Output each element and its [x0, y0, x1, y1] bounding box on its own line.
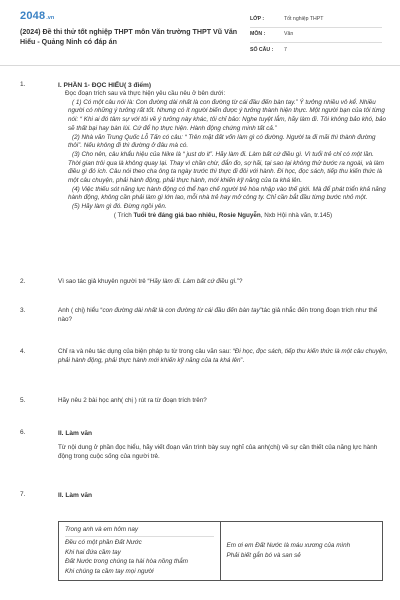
question-text-end: ”tác giả nhắc đến trong đoạn trích như thế nào?	[58, 307, 378, 323]
section-heading: I. PHẦN 1- ĐỌC HIỂU( 3 điểm)	[58, 82, 152, 89]
poem-column-right	[221, 522, 383, 580]
reading-paragraph: (3) Cho nên, câu khẩu hiệu của Nike là “ just do it”. Hãy làm đi. Làm bất cứ điều gì. Vì tuổi trẻ chỉ có một lần. Thời gian trôi qua là không quay lại. Thay vì chần chừ, đắn đo, sợ hãi, tại sao lại không thử bước ra ngoài, và làm điều gì đó ích. Câu nói theo cha ông ta ngày trước thì thực đi đôi với hành. Đi học, đọc sách, tiếp thu kiến thức là một câu chuyện, phải hành động, phải thực hành, mới khiến kỹ năng của ta khá lên.	[68, 150, 385, 184]
question-number: 1.	[20, 81, 26, 88]
question-text	[58, 307, 388, 324]
meta-label: MÔN :	[250, 31, 266, 38]
question-number: 7.	[20, 491, 26, 498]
poem-column-left	[59, 522, 221, 580]
document-title: (2024) Đề thi thử tốt nghiệp THPT môn Văn trường THPT Vũ Văn Hiếu - Quảng Ninh có đáp án	[20, 28, 238, 46]
question-number: 6.	[20, 429, 26, 436]
question-quote: con đường dài nhất là con đường từ cái đầu đến bàn tay	[102, 307, 260, 314]
meta-row-count	[250, 43, 382, 58]
question-text	[58, 278, 388, 287]
logo-domain: .vn	[46, 15, 55, 21]
section-heading: II. Làm văn	[58, 492, 93, 499]
logo-text: 2048	[20, 10, 46, 22]
poem-line: Đều có một phần Đất Nước	[65, 538, 142, 546]
question-body	[58, 81, 388, 220]
reading-paragraph: ( 1) Có một câu nói là: Con đường dài nhất là con đường từ cái đầu đến bàn tay.” Ý tưởng nhiều vô kể. Nhiều người có những ý tưởng rất tốt. Nhưng có ít người biến được ý tưởng thành hiện thực. Một người bạn của tôi từng nói: “ Khi ai đó tâm sự với tôi về ý tưởng này khác, tôi chỉ bảo: Nghe tuyệt lắm, hãy làm đi. Tôi không bảo khó, bảo sẽ thất bại hay bàn lùi. Cứ để họ thực hiện. Hành động chứng minh tất cả.”	[68, 98, 387, 132]
site-logo[interactable]	[20, 9, 54, 24]
poem-line: Em ơi em Đất Nước là máu xương của mình	[226, 542, 351, 550]
source-prefix: ( Trích	[113, 211, 134, 219]
question-text-plain: Vì sao tác giả khuyên người trẻ “	[58, 278, 150, 285]
poem-line: Khi hai đứa cầm tay	[65, 548, 121, 556]
question-number: 3.	[20, 307, 26, 314]
source-suffix: , Nxb Hội nhà văn, tr.145)	[260, 211, 333, 219]
reading-paragraph: (5) Hãy làm gì đó. Đừng ngồi yên.	[72, 203, 167, 211]
question-text: Hãy nêu 2 bài học anh( chị ) rút ra từ đoạn trích trên?	[58, 397, 207, 404]
question-number: 5.	[20, 397, 26, 404]
poem-divider	[65, 536, 214, 537]
question-text-plain: Chỉ ra và nêu tác dụng của biện pháp tu từ trong câu văn sau: “	[58, 348, 235, 355]
question-text-plain: Anh ( chị) hiểu “	[58, 307, 103, 314]
question-body	[58, 491, 388, 500]
question-body	[58, 429, 388, 461]
question-number: 2.	[20, 278, 26, 285]
section-heading: II. Làm văn	[58, 430, 93, 437]
poem-table	[58, 521, 383, 581]
question-text-end: ”.	[240, 356, 245, 364]
meta-value: Tốt nghiệp THPT	[284, 16, 324, 23]
reading-paragraph: (2) Nhà văn Trung Quốc Lỗ Tấn có câu: “ Trên mặt đất vốn làm gì có đường. Người ta đi mãi thì thành đường thôi”. Nếu không đi thì đường ở đâu mà có.	[68, 133, 376, 150]
question-number: 4.	[20, 348, 26, 355]
poem-line: Đất Nước trong chúng ta hài hòa nồng thắm	[65, 558, 188, 566]
question-quote: Đi học, đọc sách, tiếp thu kiến thức là một câu chuyện, phải hành động, phải thực hành mới khiến kỹ năng của ta khá lên	[58, 348, 388, 364]
document-header	[0, 0, 400, 66]
meta-value: 7	[284, 46, 287, 53]
source-title: Tuổi trẻ đáng giá bao nhiêu, Rosie Nguyễn	[133, 211, 261, 219]
meta-label: SỐ CÂU :	[250, 46, 274, 53]
reading-source	[58, 212, 388, 221]
reading-paragraph: (4) Việc thiếu sót năng lực hành động có thể hạn chế người trẻ hòa nhập vào thế giới. Mà để phát triển khả năng hành động, không cần phải làm gì lớn lao, mỗi nhà trẻ hay mở công ty. Chỉ cần bắt đầu từng bước nhỏ một.	[68, 185, 386, 202]
reading-intro: Đọc đoạn trích sau và thực hiện yêu cầu nêu ở bên dưới:	[65, 90, 226, 98]
poem-line: Khi chúng ta cầm tay mọi người	[65, 568, 154, 575]
meta-row-subject	[250, 28, 382, 43]
meta-label: LỚP :	[250, 16, 265, 23]
meta-row-class	[250, 13, 382, 28]
meta-box	[250, 13, 382, 58]
question-text	[58, 348, 388, 365]
question-quote: Hãy làm đi. Làm bất cứ điều gì.	[149, 278, 237, 285]
poem-line: Phải biết gắn bó và san sẻ	[226, 551, 301, 559]
question-text: Từ nội dung ở phần đọc hiểu, hãy viết đoạn văn trình bày suy nghĩ của anh(chị) về sự cần thiết của năng lực hành động trong cuộc sống của người trẻ.	[58, 444, 378, 460]
poem-line: Trong anh và em hôm nay	[65, 526, 139, 533]
question-text-end: ”?	[236, 278, 243, 285]
meta-value: Văn	[284, 31, 294, 38]
